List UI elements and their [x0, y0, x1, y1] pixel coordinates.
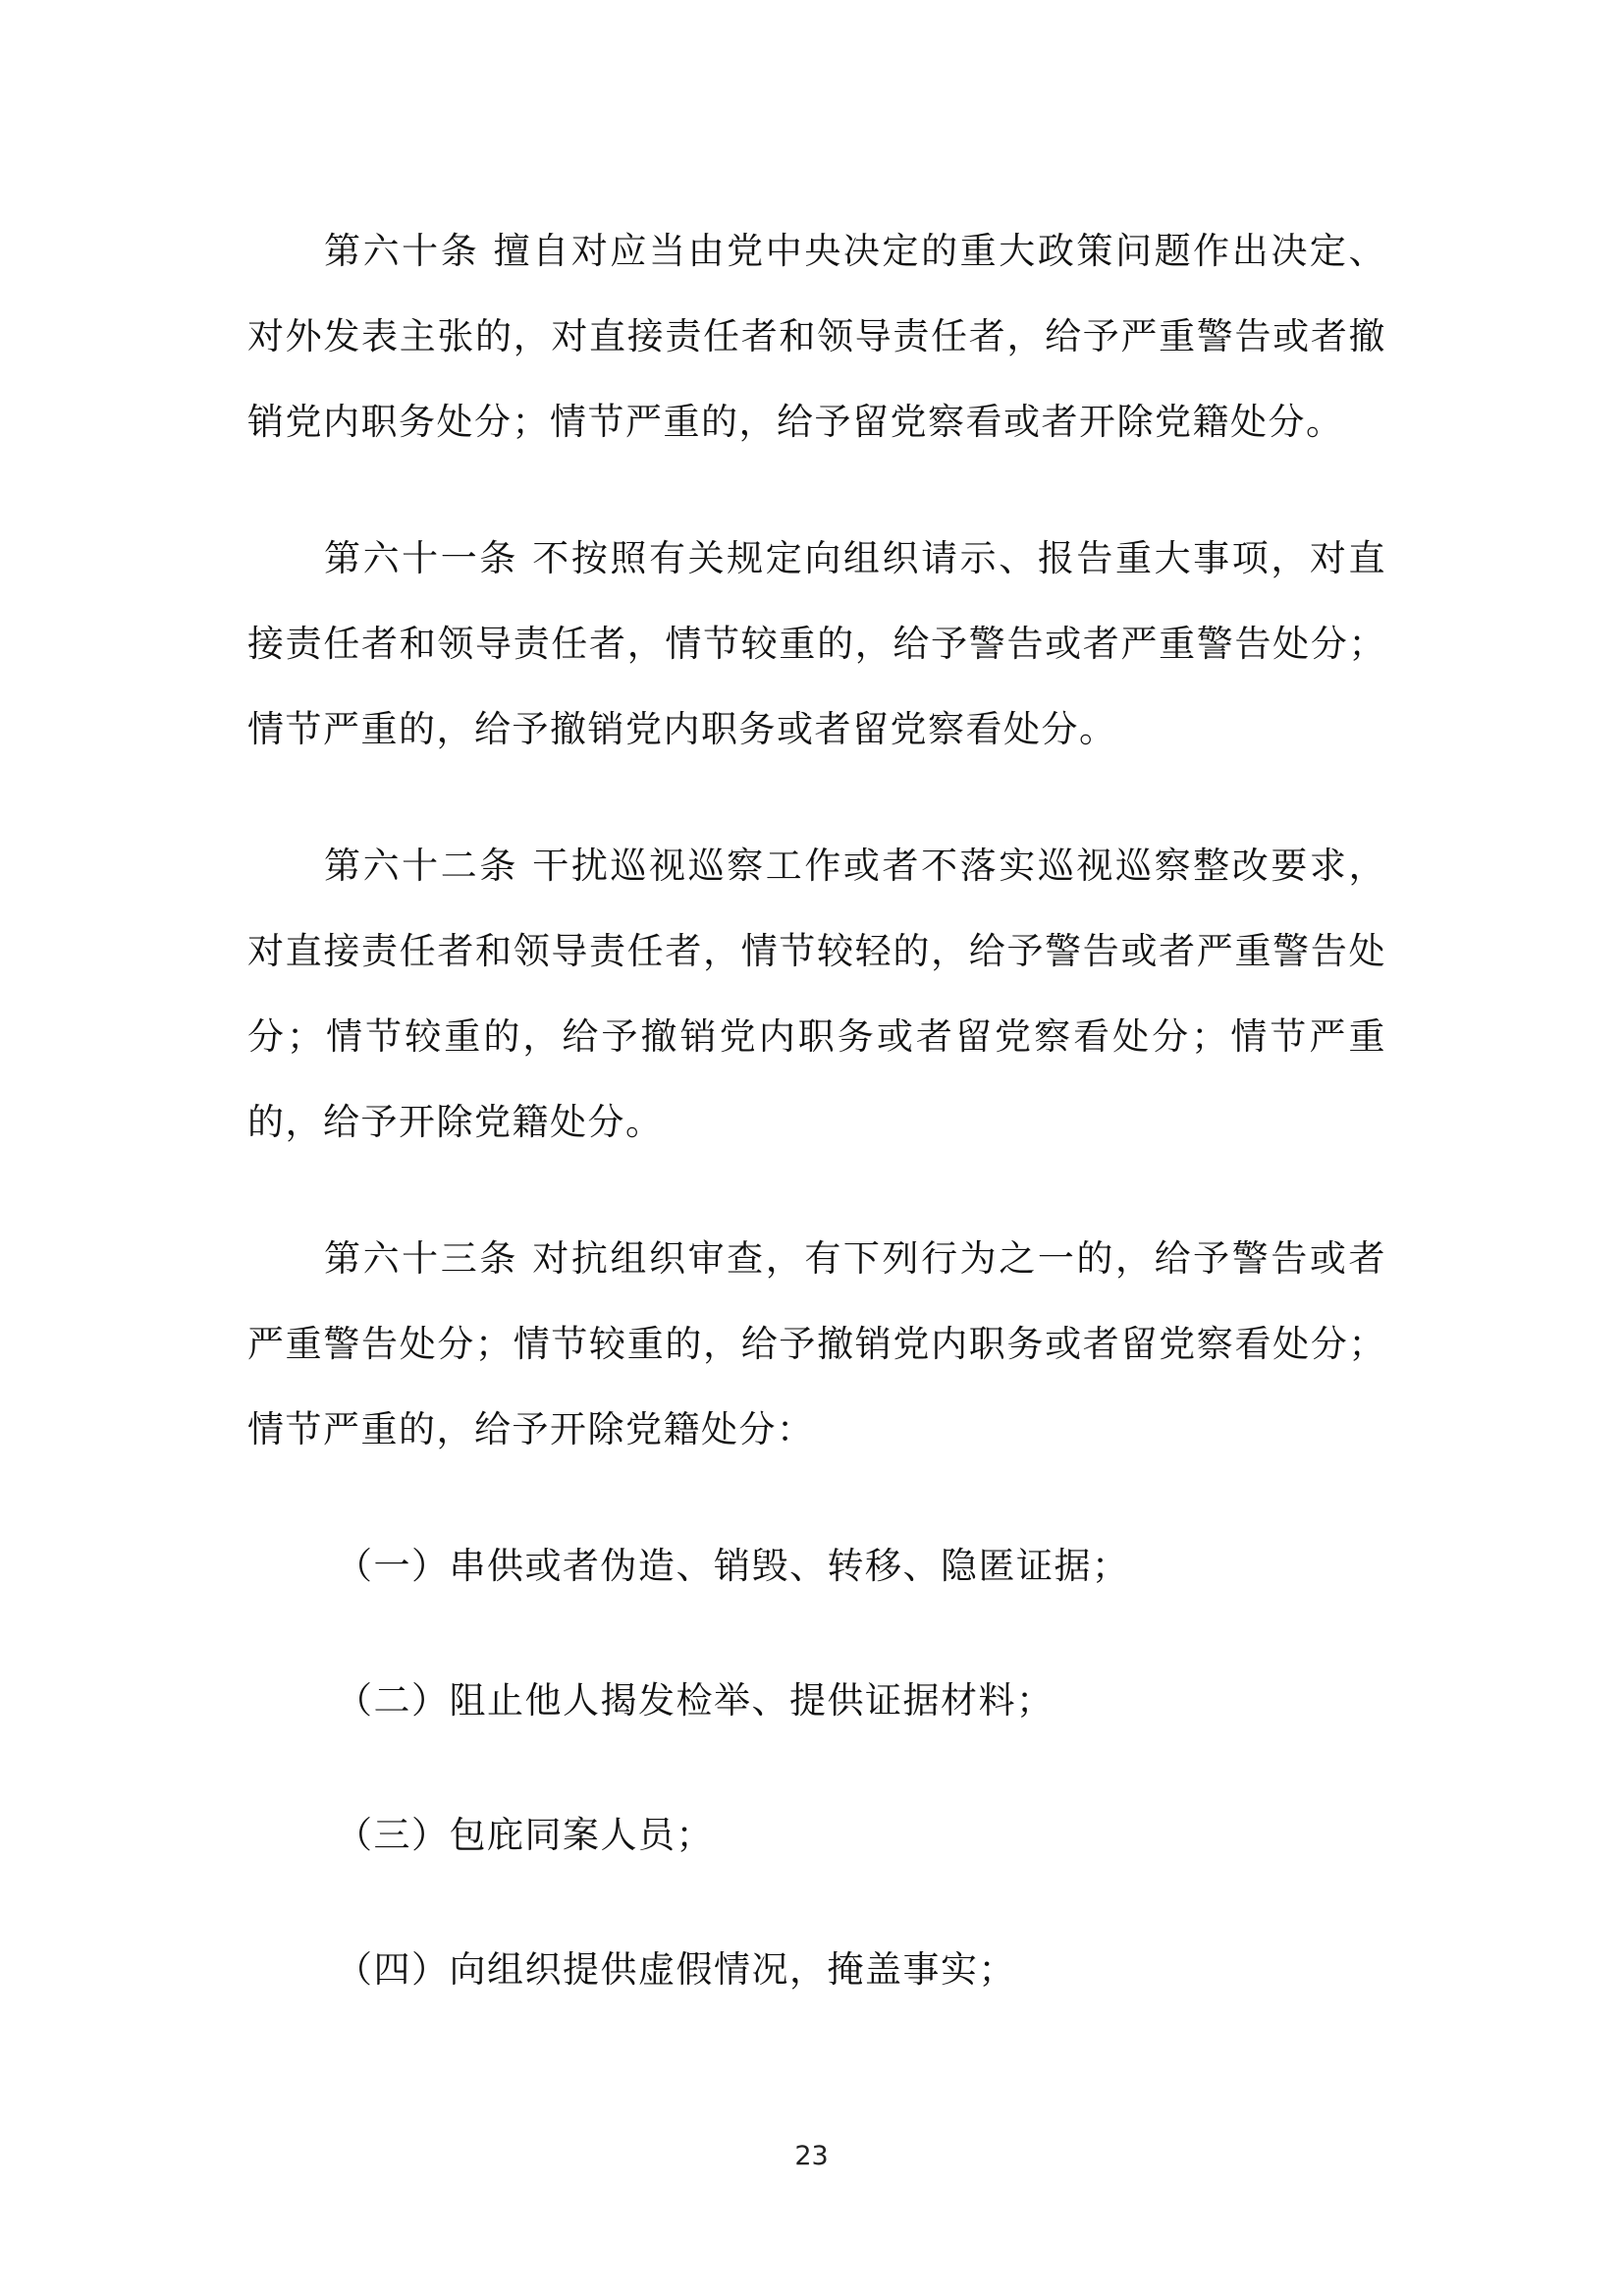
list-item: （二）阻止他人揭发检举、提供证据材料；	[336, 1679, 1055, 1722]
article-62: 第六十二条 干扰巡视巡察工作或者不落实巡视巡察整改要求，对直接责任者和领导责任者，情节较轻的，给予警告或者严重警告处分；情节较重的，给予撤销党内职务或者留党察看处分；情节严重的，给予开除党籍处分。	[247, 845, 1386, 1143]
list-item: （三）包庇同案人员；	[336, 1814, 714, 1856]
page-number: 23	[794, 2141, 829, 2171]
article-63: 第六十三条 对抗组织审查，有下列行为之一的，给予警告或者严重警告处分；情节较重的，给予撤销党内职务或者留党察看处分；情节严重的，给予开除党籍处分：	[247, 1237, 1386, 1450]
list-item: （四）向组织提供虚假情况，掩盖事实；	[336, 1948, 1016, 1991]
article-60: 第六十条 擅自对应当由党中央决定的重大政策问题作出决定、对外发表主张的，对直接责任者和领导责任者，给予严重警告或者撤销党内职务处分；情节严重的，给予留党察看或者开除党籍处分。	[247, 230, 1386, 443]
document-body	[247, 208, 1386, 2012]
list-item: （一）串供或者伪造、销毁、转移、隐匿证据；	[336, 1545, 1130, 1587]
article-61: 第六十一条 不按照有关规定向组织请示、报告重大事项，对直接责任者和领导责任者，情节较重的，给予警告或者严重警告处分；情节严重的，给予撤销党内职务或者留党察看处分。	[247, 537, 1386, 750]
